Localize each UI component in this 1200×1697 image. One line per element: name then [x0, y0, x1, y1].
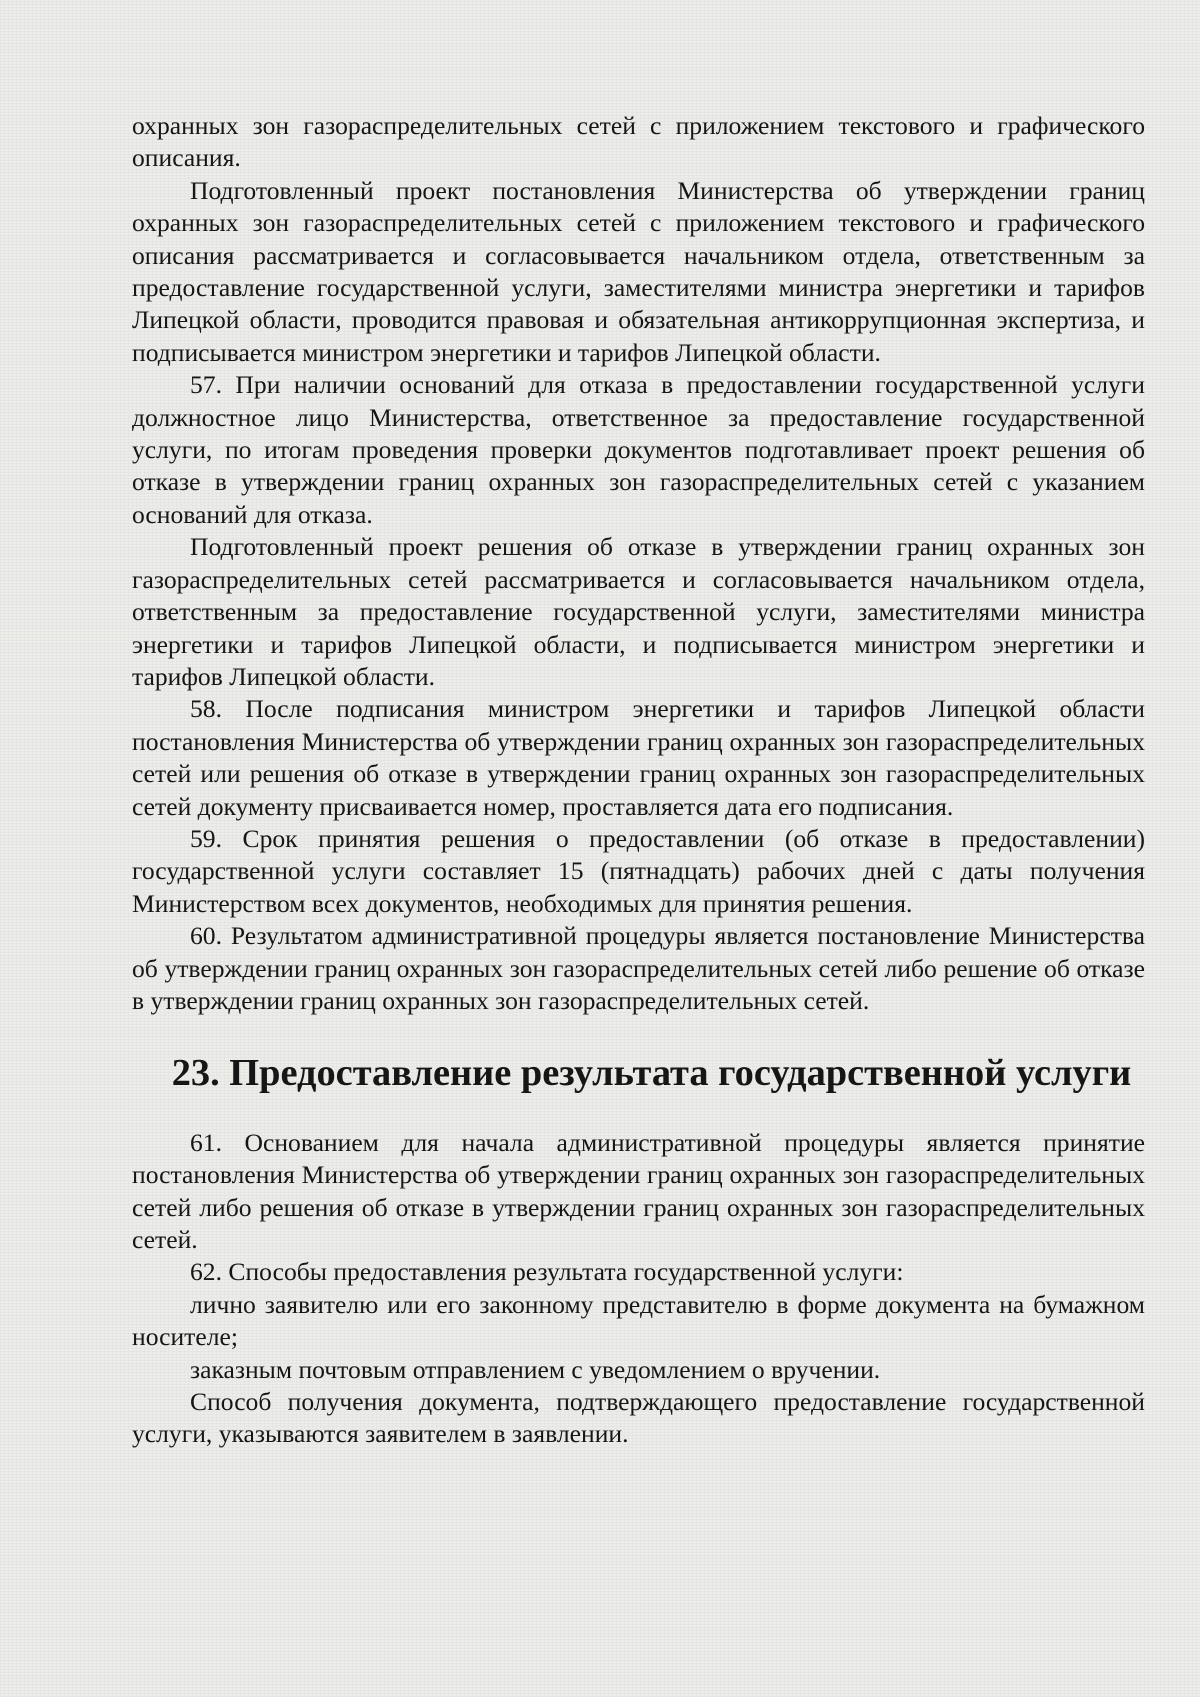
paragraph-62: 62. Способы предоставления результата государственной услуги: [190, 1257, 904, 1287]
document-body [132, 110, 1145, 1451]
paragraph-57: 57. При наличии оснований для отказа в предоставлении государственной услуги должностное лицо Министерства, ответственное за предоставление государственной услуги, по итогам проведения проверки документов подготавливает проект решения об отказе в утверждении границ охранных зон газораспределительных сетей с указанием оснований для отказа. [132, 370, 1145, 529]
paragraph-method-choice: Способ получения документа, подтверждающего предоставление государственной услуги, указываются заявителем в заявлении. [132, 1387, 1145, 1449]
paragraph-refusal-draft: Подготовленный проект решения об отказе в утверждении границ охранных зон газораспределительных сетей рассматривается и согласовывается начальником отдела, ответственным за предоставление государственной услуги, заместителями министра энергетики и тарифов Липецкой области, и подписывается министром энергетики и тарифов Липецкой области. [132, 532, 1145, 691]
paragraph-59: 59. Срок принятия решения о предоставлении (об отказе в предоставлении) государственной услуги составляет 15 (пятнадцать) рабочих дней с даты получения Министерством всех документов, необходимых для принятия решения. [132, 823, 1145, 918]
paragraph-method-mail: заказным почтовым отправлением с уведомлением о вручении. [190, 1354, 881, 1384]
paragraph-draft-approval: Подготовленный проект постановления Министерства об утверждении границ охранных зон газораспределительных сетей с приложением текстового и графического описания рассматривается и согласовывается начальником отдела, ответственным за предоставление государственной услуги, заместителями министра энергетики и тарифов Липецкой области, проводится правовая и обязательная антикоррупционная экспертиза, и подписывается министром энергетики и тарифов Липецкой области. [132, 175, 1145, 367]
paragraph-60: 60. Результатом административной процедуры является постановление Министерства об утверждении границ охранных зон газораспределительных сетей либо решение об отказе в утверждении границ охранных зон газораспределительных сетей. [132, 921, 1145, 1015]
paragraph-method-in-person: лично заявителю или его законному представителю в форме документа на бумажном носителе; [132, 1289, 1145, 1352]
paragraph-61: 61. Основанием для начала административной процедуры является принятие постановления Министерства об утверждении границ охранных зон газораспределительных сетей либо решения об отказе в утверждении границ охранных зон газораспределительных сетей. [132, 1127, 1145, 1254]
continuation-paragraph: охранных зон газораспределительных сетей с приложением текстового и графического описания. [132, 111, 1145, 173]
paragraph-58: 58. После подписания министром энергетики и тарифов Липецкой области постановления Министерства об утверждении границ охранных зон газораспределительных сетей или решения об отказе в утверждении границ охранных зон газораспределительных сетей документу присваивается номер, проставляется дата его подписания. [132, 694, 1145, 821]
section-heading: 23. Предоставление результата государственной услуги [171, 1052, 1132, 1095]
